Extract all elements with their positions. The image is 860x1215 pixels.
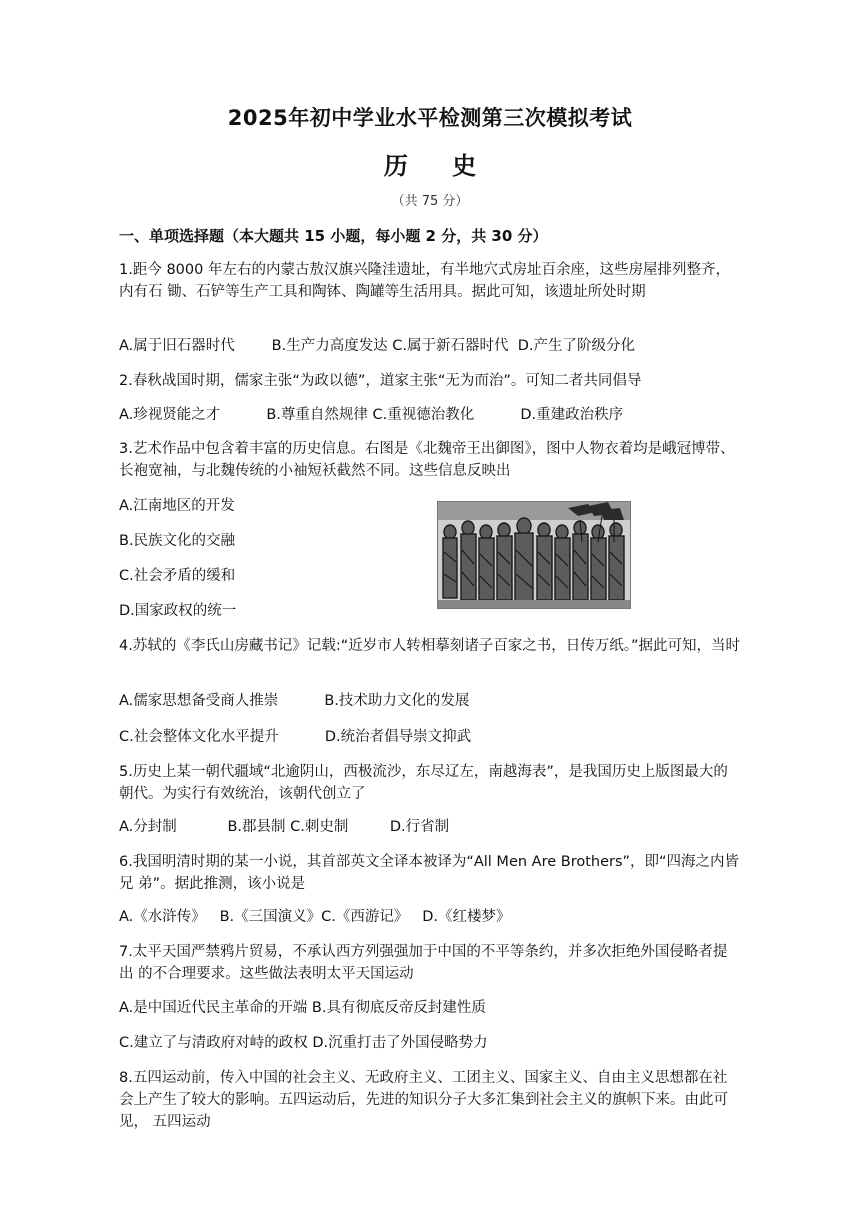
question-1-stem: 1.距今 8000 年左右的内蒙古敖汉旗兴隆洼遗址，有半地穴式房址百余座，这些房屋排列整齐，内有石 锄、石铲等生产工具和陶钵、陶罐等生活用具。据此可知，该遗址所处时期 bbox=[119, 262, 730, 300]
subject-title: 历 史 bbox=[383, 152, 495, 180]
question-3-stem: 3.艺术作品中包含着丰富的历史信息。右图是《北魏帝王出御图》，图中人物衣着均是峨冠博带、长袍宽袖，与北魏传统的小袖短袄截然不同。这些信息反映出 bbox=[119, 441, 735, 479]
question-2-options: A.珍视贤能之才 B.尊重自然规律 C.重视德治教化 D.重建政治秩序 bbox=[119, 407, 624, 423]
total-score: （共 75 分） bbox=[391, 194, 469, 209]
northern-wei-emperor-procession-image bbox=[437, 501, 631, 609]
section-heading: 一、单项选择题（本大题共 15 小题，每小题 2 分，共 30 分） bbox=[119, 227, 548, 245]
question-6-stem: 6.我国明清时期的某一小说，其首部英文全译本被译为“All Men Are Brothers”，即“四海之内皆兄 弟”。据此推测，该小说是 bbox=[119, 854, 740, 892]
question-7-options-row1: A.是中国近代民主革命的开端 B.具有彻底反帝反封建性质 bbox=[119, 1000, 486, 1016]
question-3-option-d: D.国家政权的统一 bbox=[119, 603, 237, 619]
procession-illustration bbox=[438, 502, 630, 608]
question-7-stem: 7.太平天国严禁鸦片贸易，不承认西方列强强加于中国的不平等条约，并多次拒绝外国侵略者提出 的不合理要求。这些做法表明太平天国运动 bbox=[119, 944, 728, 982]
question-5-options: A.分封制 B.郡县制 C.刺史制 D.行省制 bbox=[119, 819, 450, 835]
question-6-options: A.《水浒传》 B.《三国演义》C.《西游记》 D.《红楼梦》 bbox=[119, 909, 511, 925]
question-3-option-a: A.江南地区的开发 bbox=[119, 498, 235, 514]
question-3-option-c: C.社会矛盾的缓和 bbox=[119, 568, 236, 584]
question-7-options-row2: C.建立了与清政府对峙的政权 D.沉重打击了外国侵略势力 bbox=[119, 1035, 488, 1051]
question-8-stem: 8.五四运动前，传入中国的社会主义、无政府主义、工团主义、国家主义、自由主义思想都在社会上产生了较大的影响。五四运动后，先进的知识分子大多汇集到社会主义的旗帜下来。由此可见， 五四运动 bbox=[119, 1070, 728, 1130]
question-4-stem: 4.苏轼的《李氏山房藏书记》记载:“近岁市人转相摹刻诸子百家之书，日传万纸。”据此可知，当时 bbox=[119, 638, 740, 654]
question-1-options: A.属于旧石器时代 B.生产力高度发达 C.属于新石器时代 D.产生了阶级分化 bbox=[119, 338, 636, 354]
question-4-options-row1: A.儒家思想备受商人推崇 B.技术助力文化的发展 bbox=[119, 693, 470, 709]
question-3-option-b: B.民族文化的交融 bbox=[119, 533, 236, 549]
question-2-stem: 2.春秋战国时期，儒家主张“为政以德”，道家主张“无为而治”。可知二者共同倡导 bbox=[119, 373, 642, 389]
question-5-stem: 5.历史上某一朝代疆域“北逾阴山，西极流沙，东尽辽左，南越海表”，是我国历史上版图最大的朝代。为实行有效统治，该朝代创立了 bbox=[119, 764, 728, 802]
exam-title: 2025年初中学业水平检测第三次模拟考试 bbox=[227, 106, 633, 130]
question-4-options-row2: C.社会整体文化水平提升 D.统治者倡导崇文抑武 bbox=[119, 729, 472, 745]
